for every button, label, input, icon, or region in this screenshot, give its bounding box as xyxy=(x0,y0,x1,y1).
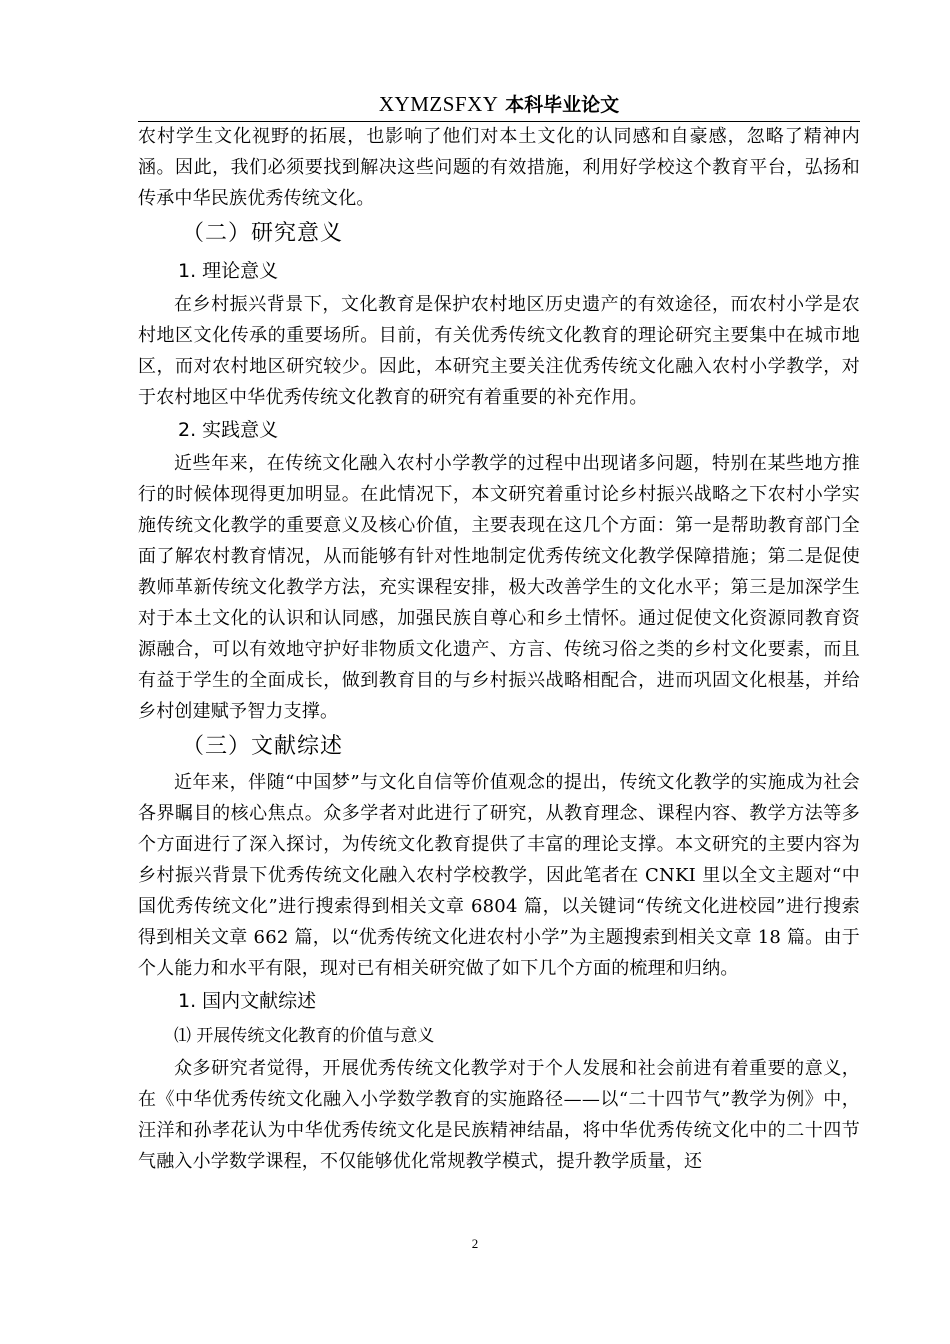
paragraph-theoretical-significance: 在乡村振兴背景下，文化教育是保护农村地区历史遗产的有效途径，而农村小学是农村地区文化传承的重要场所。目前，有关优秀传统文化教育的理论研究主要集中在城市地区，而对农村地区研究较少。因此，本研究主要关注优秀传统文化融入农村小学教学，对于农村地区中华优秀传统文化教育的研究有着重要的补充作用。 xyxy=(138,294,860,408)
header-latin-title: XYMZSFXY xyxy=(378,92,499,116)
heading-domestic-literature: 1. 国内文献综述 xyxy=(178,990,317,1012)
heading-literature-review: （三）文献综述 xyxy=(182,734,344,759)
heading-theoretical-significance: 1. 理论意义 xyxy=(178,260,279,282)
page-body xyxy=(138,121,860,1177)
paragraph-value-and-meaning: 众多研究者觉得，开展优秀传统文化教学对于个人发展和社会前进有着重要的意义，在《中华优秀传统文化融入小学数学教育的实施路径——以“二十四节气”教学为例》中，汪洋和孙孝花认为中华优秀传统文化是民族精神结晶，将中华优秀传统文化中的二十四节气融入小学数学课程，不仅能够优化常规教学模式，提升教学质量，还 xyxy=(138,1058,860,1172)
paragraph-literature-review: 近年来，伴随“中国梦”与文化自信等价值观念的提出，传统文化教学的实施成为社会各界瞩目的核心焦点。众多学者对此进行了研究，从教育理念、课程内容、教学方法等多个方面进行了深入探讨，为传统文化教育提供了丰富的理论支撑。本文研究的主要内容为乡村振兴背景下优秀传统文化融入农村学校教学，因此笔者在 CNKI 里以全文主题对“中国优秀传统文化”进行搜索得到相关文章 6804 篇，以关键词“传统文化进校园”进行搜索得到相关文章 662 篇，以“优秀传统文化进农村小学”为主题搜索到相关文章 18 篇。由于个人能力和水平有限，现对已有相关研究做了如下几个方面的梳理和归纳。 xyxy=(138,772,860,979)
paragraph-continuation: 农村学生文化视野的拓展，也影响了他们对本土文化的认同感和自豪感，忽略了精神内涵。因此，我们必须要找到解决这些问题的有效措施，利用好学校这个教育平台，弘扬和传承中华民族优秀传统文化。 xyxy=(138,126,860,209)
paragraph-practical-significance: 近些年来，在传统文化融入农村小学教学的过程中出现诸多问题，特别在某些地方推行的时候体现得更加明显。在此情况下，本文研究着重讨论乡村振兴战略之下农村小学实施传统文化教学的重要意义及核心价值，主要表现在这几个方面：第一是帮助教育部门全面了解农村教育情况，从而能够有针对性地制定优秀传统文化教学保障措施；第二是促使教师革新传统文化教学方法，充实课程安排，极大改善学生的文化水平；第三是加深学生对于本土文化的认识和认同感，加强民族自尊心和乡土情怀。通过促使文化资源同教育资源融合，可以有效地守护好非物质文化遗产、方言、传统习俗之类的乡村文化要素，而且有益于学生的全面成长，做到教育目的与乡村振兴战略相配合，进而巩固文化根基，并给乡村创建赋予智力支撑。 xyxy=(138,453,860,722)
heading-value-and-meaning: ⑴ 开展传统文化教育的价值与意义 xyxy=(174,1026,435,1046)
heading-research-significance: （二）研究意义 xyxy=(182,221,344,246)
heading-practical-significance: 2. 实践意义 xyxy=(178,419,279,441)
page-header xyxy=(138,90,860,119)
page-number: 2 xyxy=(471,1236,479,1251)
header-cn-title: 本科毕业论文 xyxy=(505,94,620,116)
